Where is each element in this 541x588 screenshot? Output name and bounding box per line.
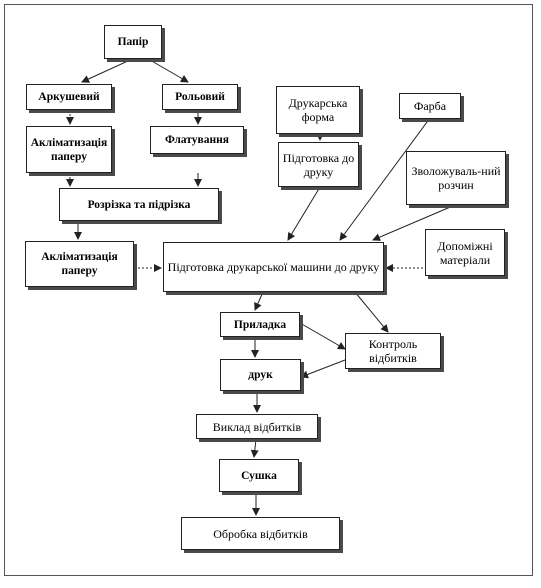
node-acclim1: Акліматизація паперу xyxy=(26,126,112,173)
node-prep-form: Підготовка до друку xyxy=(278,142,359,187)
arrow-paper-sheet xyxy=(82,60,130,82)
node-flatten: Флатування xyxy=(150,126,244,154)
node-acclim2: Акліматизація паперу xyxy=(25,241,134,287)
node-prep-machine: Підготовка друкарської машини до друку xyxy=(163,242,384,292)
arrow-control-print xyxy=(301,360,345,377)
node-ink: Фарба xyxy=(399,93,461,119)
arrow-prep-control xyxy=(355,292,388,332)
node-delivery: Виклад відбитків xyxy=(196,414,318,439)
arrow-prep-makeready xyxy=(255,292,263,310)
arrow-paper-roll xyxy=(150,60,188,82)
node-roll: Рольовий xyxy=(162,84,238,110)
node-form: Друкарська форма xyxy=(276,86,360,134)
node-control: Контроль відбитків xyxy=(345,333,441,369)
node-makeready: Приладка xyxy=(220,312,300,337)
node-auxiliary: Допоміжні матеріали xyxy=(425,229,505,276)
node-sheet: Аркушевий xyxy=(26,84,112,110)
arrow-prepform-prep xyxy=(288,187,320,240)
arrow-delivery-drying xyxy=(254,439,256,457)
node-dampening: Зволожуваль-ний розчин xyxy=(406,151,506,205)
node-paper: Папір xyxy=(104,25,162,59)
arrow-makeready-control xyxy=(300,323,345,349)
node-finishing: Обробка відбитків xyxy=(181,517,340,550)
node-print: друк xyxy=(220,359,301,391)
node-drying: Сушка xyxy=(219,459,299,492)
node-cutting: Розрізка та підрізка xyxy=(59,188,219,221)
